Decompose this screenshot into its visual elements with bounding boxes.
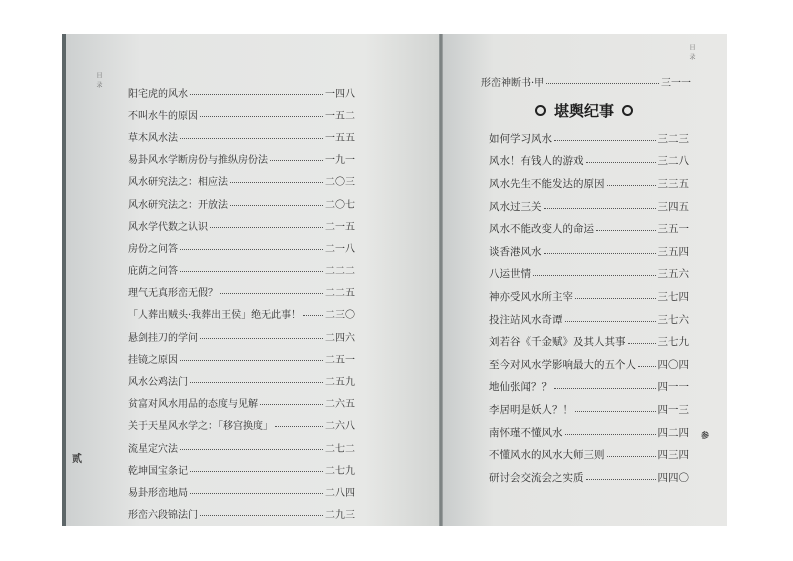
toc-entry-title: 流星定穴法: [128, 443, 178, 455]
toc-entry-page: 二一八: [325, 243, 355, 255]
toc-entry-page: 三一一: [661, 77, 691, 89]
toc-entry-page: 三二三: [657, 132, 689, 145]
toc-entry-title: 风水学代数之认识: [128, 221, 208, 233]
toc-leader-dots: [628, 343, 656, 344]
toc-entry-title: 贫富对风水用品的态度与见解: [128, 399, 258, 411]
toc-entry-title: 八运世情: [489, 268, 531, 281]
toc-entry-title: 庇荫之问答: [128, 266, 178, 278]
toc-entry: [128, 281, 355, 303]
toc-entry: [128, 414, 355, 436]
toc-leader-dots: [180, 138, 323, 139]
left-page-header: 目 录: [95, 72, 102, 89]
right-page-header: 目 录: [688, 44, 695, 61]
toc-entry-page: 一九一: [325, 155, 355, 167]
toc-leader-dots: [270, 160, 323, 161]
toc-leader-dots: [230, 205, 323, 206]
toc-entry-title: 风水不能改变人的命运: [489, 223, 594, 236]
toc-entry-page: 二三〇: [325, 310, 355, 322]
toc-entry: [128, 81, 355, 103]
toc-leader-dots: [565, 434, 656, 435]
toc-entry: [489, 285, 689, 308]
toc-entry-title: 李居明是妖人？！: [489, 403, 573, 416]
toc-entry-title: 谈香港风水: [489, 245, 542, 258]
left-page: [66, 34, 439, 526]
toc-entry-title: 形峦六段锦法门: [128, 510, 198, 522]
toc-leader-dots: [596, 230, 656, 231]
toc-entry: [489, 466, 689, 489]
toc-entry-title: 研讨会交流会之实质: [489, 471, 584, 484]
toc-entry: [489, 195, 689, 218]
toc-leader-dots: [607, 456, 656, 457]
toc-entry-page: 二五一: [325, 354, 355, 366]
toc-leader-dots: [533, 275, 656, 276]
toc-entry-page: 三七九: [657, 336, 689, 349]
toc-entry: [128, 192, 355, 214]
toc-leader-dots: [607, 185, 656, 186]
toc-entry-title: 不懂风水的风水大师三则: [489, 449, 605, 462]
toc-leader-dots: [190, 493, 323, 494]
toc-leader-dots: [303, 315, 323, 316]
toc-entry-title: 地仙张闻？？: [489, 381, 552, 394]
toc-leader-dots: [230, 182, 323, 183]
toc-leader-dots: [180, 271, 323, 272]
toc-leader-dots: [200, 515, 323, 516]
toc-entry-page: 二二二: [325, 266, 355, 278]
toc-entry: [128, 503, 355, 525]
toc-entry: [128, 392, 355, 414]
toc-entry: [489, 240, 689, 263]
toc-leader-dots: [275, 426, 323, 427]
toc-entry: [128, 325, 355, 347]
toc-leader-dots: [200, 338, 323, 339]
toc-entry: [128, 369, 355, 391]
toc-leader-dots: [586, 479, 656, 480]
toc-entry: [128, 214, 355, 236]
toc-entry-page: 二四六: [325, 332, 355, 344]
toc-leader-dots: [546, 83, 659, 84]
toc-entry-page: 一五二: [325, 110, 355, 122]
toc-leader-dots: [638, 366, 656, 367]
toc-entry-title: 易卦形峦地局: [128, 487, 188, 499]
toc-leader-dots: [180, 360, 323, 361]
toc-entry-title: 挂镜之原因: [128, 354, 178, 366]
toc-entry-title: 理气无真形峦无假？: [128, 288, 218, 300]
toc-entry-title: 关于天星风水学之：「移宫换度」: [128, 421, 273, 433]
toc-leader-dots: [575, 411, 656, 412]
toc-entry: [128, 103, 355, 125]
toc-entry-page: 四四〇: [657, 471, 689, 484]
toc-entry: [489, 172, 689, 195]
toc-entry-page: 四三四: [657, 449, 689, 462]
circle-ornament-icon: [622, 105, 633, 116]
toc-entry: [128, 458, 355, 480]
toc-leader-dots: [220, 293, 323, 294]
section-heading-text: 堪舆纪事: [554, 102, 615, 120]
toc-entry-title: 如何学习风水: [489, 132, 552, 145]
toc-entry: [489, 150, 689, 173]
toc-entry-page: 三七六: [657, 313, 689, 326]
right-toc-list: [489, 127, 689, 489]
toc-entry: [489, 376, 689, 399]
toc-leader-dots: [180, 249, 323, 250]
toc-entry-title: 刘若谷《千金赋》及其人其事: [489, 336, 626, 349]
toc-entry: [489, 421, 689, 444]
toc-entry-page: 一四八: [325, 88, 355, 100]
left-page-folio: 贰: [72, 454, 82, 465]
toc-entry-title: 风水研究法之：开放法: [128, 199, 228, 211]
toc-entry-title: 风水过三关: [489, 200, 542, 213]
toc-entry-page: 二六八: [325, 421, 355, 433]
toc-entry: [489, 308, 689, 331]
toc-entry: [489, 263, 689, 286]
toc-entry-page: 三三五: [657, 177, 689, 190]
toc-entry-title: 神亦受风水所主宰: [489, 290, 573, 303]
toc-entry: [489, 443, 689, 466]
toc-entry-page: 二七九: [325, 465, 355, 477]
circle-ornament-icon: [535, 105, 546, 116]
toc-entry: [128, 303, 355, 325]
toc-entry-title: 至今对风水学影响最大的五个人: [489, 358, 636, 371]
toc-entry: [128, 347, 355, 369]
toc-entry-page: 四〇四: [657, 358, 689, 371]
toc-entry-page: 三五四: [657, 245, 689, 258]
toc-entry-page: 二二五: [325, 288, 355, 300]
toc-entry-page: 二五九: [325, 377, 355, 389]
toc-entry: [489, 330, 689, 353]
toc-entry: [128, 236, 355, 258]
toc-entry-title: 不叫水牛的原因: [128, 110, 198, 122]
toc-leader-dots: [190, 471, 323, 472]
toc-entry-title: 风水先生不能发达的原因: [489, 177, 605, 190]
toc-entry-page: 二七二: [325, 443, 355, 455]
toc-entry-page: 四一三: [657, 403, 689, 416]
right-page-folio: 参: [701, 430, 709, 440]
toc-leader-dots: [554, 388, 656, 389]
toc-entry-page: 三二八: [657, 155, 689, 168]
toc-leader-dots: [554, 140, 656, 141]
toc-leader-dots: [210, 227, 323, 228]
toc-leader-dots: [190, 94, 323, 95]
toc-entry-page: 二九三: [325, 510, 355, 522]
toc-entry-title: 乾坤国宝条记: [128, 465, 188, 477]
toc-entry: [128, 148, 355, 170]
toc-entry: [489, 217, 689, 240]
right-top-entry: [481, 74, 691, 88]
toc-entry: [128, 480, 355, 502]
toc-entry-page: 二〇三: [325, 177, 355, 189]
toc-entry: [128, 259, 355, 281]
toc-entry-page: 一五五: [325, 132, 355, 144]
toc-entry-title: 投注站风水奇谭: [489, 313, 563, 326]
toc-entry-page: 四二四: [657, 426, 689, 439]
toc-entry-title: 南怀瑾不懂风水: [489, 426, 563, 439]
toc-leader-dots: [190, 382, 323, 383]
toc-entry-page: 二六五: [325, 399, 355, 411]
toc-entry-title: 风水研究法之：相应法: [128, 177, 228, 189]
toc-leader-dots: [544, 253, 656, 254]
toc-entry-title: 阳宅虎的风水: [128, 88, 188, 100]
toc-entry-page: 二一五: [325, 221, 355, 233]
toc-entry: [489, 398, 689, 421]
toc-entry-title: 形峦神断书·甲: [481, 77, 545, 89]
toc-entry-title: 悬剑挂刀的学问: [128, 332, 198, 344]
toc-entry: [489, 127, 689, 150]
toc-leader-dots: [200, 116, 323, 117]
toc-entry-title: 房份之问答: [128, 243, 178, 255]
toc-entry-title: 草木风水法: [128, 132, 178, 144]
toc-entry: [489, 353, 689, 376]
section-heading: [535, 100, 633, 121]
toc-entry-page: 三五一: [657, 223, 689, 236]
left-toc-list: [128, 81, 355, 525]
toc-entry: [128, 125, 355, 147]
toc-leader-dots: [544, 208, 656, 209]
toc-entry-title: 易卦风水学断房份与推纵房份法: [128, 155, 268, 167]
toc-leader-dots: [260, 404, 323, 405]
toc-leader-dots: [180, 449, 323, 450]
toc-entry: [128, 170, 355, 192]
book-photo: [62, 34, 727, 526]
toc-entry-title: 风水！有钱人的游戏: [489, 155, 584, 168]
toc-entry-page: 三七四: [657, 290, 689, 303]
toc-entry: [128, 436, 355, 458]
toc-leader-dots: [586, 162, 656, 163]
toc-entry-title: 「人葬出贼头·我葬出王侯」绝无此事！: [128, 310, 302, 322]
toc-entry-page: 二〇七: [325, 199, 355, 211]
right-page: [443, 34, 727, 526]
toc-entry-page: 二八四: [325, 487, 355, 499]
toc-entry-page: 三四五: [657, 200, 689, 213]
toc-entry: [481, 74, 691, 88]
toc-entry-title: 风水公鸡法门: [128, 377, 188, 389]
toc-leader-dots: [565, 321, 656, 322]
toc-entry-page: 四一一: [657, 381, 689, 394]
toc-leader-dots: [575, 298, 656, 299]
toc-entry-page: 三五六: [657, 268, 689, 281]
